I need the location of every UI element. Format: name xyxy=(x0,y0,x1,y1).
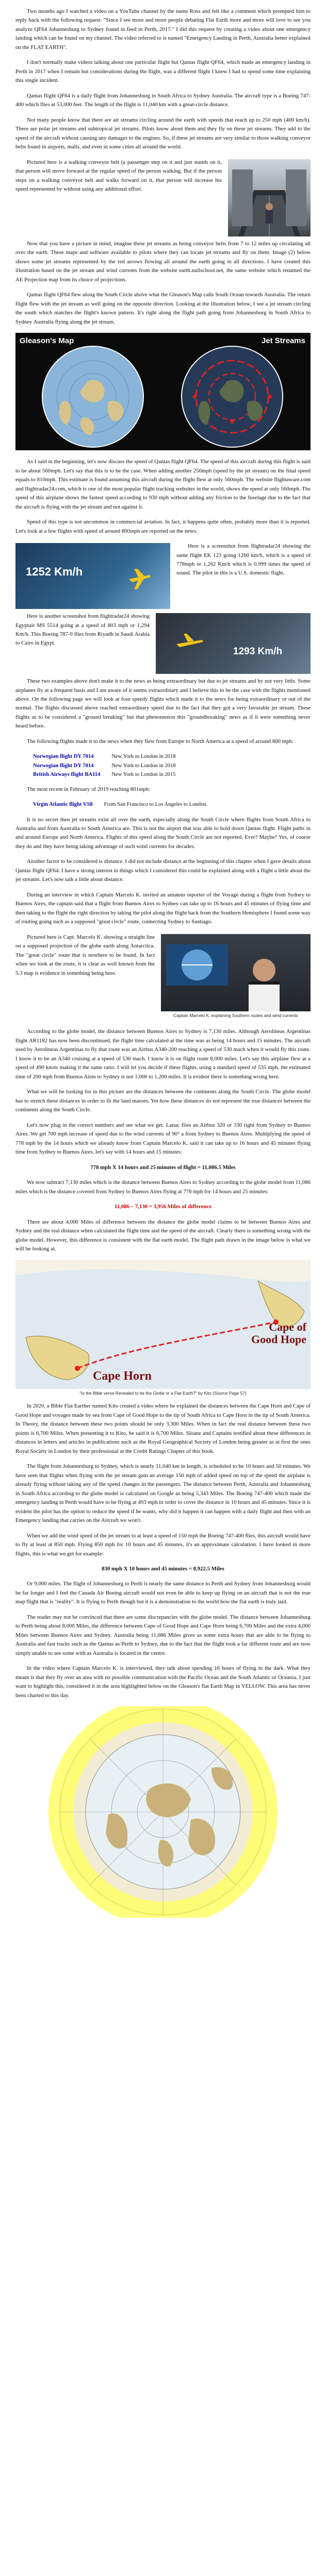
paragraph: There are about 4,000 Miles of difference between the distance the globe model claims to be between Buenos Aires and Sydney and the real distance when calculated the flight time and the speed of the aircraft. Clearly there is something wrong with the globe model. However, this difference is consistent with the flat earth model. The flight path drawn in the image below is what we will be looking at. xyxy=(15,1218,311,1252)
gleason-map-label: Gleason's Map xyxy=(20,336,74,346)
airplane-icon xyxy=(15,543,170,609)
gleason-map-highlight-svg xyxy=(15,1706,311,1918)
airplane-icon xyxy=(156,613,311,674)
jet-streams-label: Jet Streams xyxy=(261,336,305,346)
speed-readout: 1293 Km/h xyxy=(233,646,283,657)
paragraph: Now that you have a picture in mind, imagine these jet streams as being conveyor belts from 7 to 12 miles up circulating all over the earth. These maps and software available to pilots where they can locate jet streams and fly on them. Image (2) below shows some jet streams represented by the red arrows flowing all around the earth going in all directions. I have created this illustration based on the jet stream and wind currents from the website earth.nullschool.net, the same website which renamed the AE Projection map from its choice of projections. xyxy=(15,240,311,283)
gleason-jet-stream-figure xyxy=(15,333,311,450)
flight-route: From San Francisco to Los Angeles to London. xyxy=(104,802,208,808)
flight-route: New York to London in 2015 xyxy=(111,771,176,777)
paragraph: It is no secret then jet streams exist all over the earth, especially along the South Circle where flights from South Africa to Australia and from Australia to South America are. This is not the airport that was able to hold down Qantas flight. Flight paths in and around Europe and North America. Flights of this speed along the South Circle are not reported. Ever? Maybe? Yes, of course they do and they have being taking advantage of such wind currents for decades. xyxy=(15,816,311,850)
paragraph: Not many people know that there are air streams circling around the earth with speeds that reach up to 250 mph (400 km/h). There are polar jet streams and subtropical jet streams. Pilots know about them and they fly on these jet streams. They add to the speed of the aircraft without causing any damages to the engines. So, if these jet streams are very similar to those walking conveyor belts found in airports, malls, and even in some cities all around the world. xyxy=(15,116,311,150)
captain-photo-caption: Captain Marcelo K. explaining Southern routes and wind currents xyxy=(173,1012,298,1018)
paragraph: These two examples above don't make it to the news as being extraordinary but due to jet streams and by not very little. Some airplanes fly at a frequent basis and I am aware of it seems extraordinary and I believe this to be the case with the flights mentioned above. On the following page we will look at four speedy flights which made it to the news for being extraordinary or out of the normal. The flights discussed above reached extraordinary speed due to the fact that they got a very favorable jet stream. These flights as to be considered a "ground breaking" but that phenomenon this "groundbreaking" news as if it were something never heard before. xyxy=(15,678,311,730)
article xyxy=(15,0,311,1918)
paragraph: Here is another screenshot from flightradar24 showing Egyptair MS 5514 going at a speed of 803 mph or 1,294 Km/h. This Boeing 787-9 flies from Riyadh in Saudi Arabia to Cairo in Egypt. xyxy=(15,613,150,647)
list-item xyxy=(33,761,187,770)
conveyor-belt-illustration xyxy=(228,159,311,236)
cape-map-figure xyxy=(15,1260,311,1389)
flat-earth-maps xyxy=(15,333,311,450)
paragraph: According to the globe model, the distance between Buenos Aires to Sydney is 7,130 miles. Although Aerolineas Argentinas flight AR1182 has now been discontinued, the flight time calculated at the time was as being 14 hours and 15 minutes. The aircraft used by Aerolineas Argentinas to fly that route was an Airbus A340-200 reaching a speed of 530 mach when it would fly this route. I know it to be an A340 cruising at a speed of 530 mach. I know it is on flight route 8,000 miles. Let's say this airplane flew at a speed of 490 knots making it the same ratio. I will let you decide if these flights, using a standard speed of 535 mph, the estimated time of 200 mph from Buenos Aires to Sydney is not 1,000 to 1,200 miles. It is evident there is something wrong here. xyxy=(15,1028,311,1080)
flight-name: Norwegian flight DY 7014 xyxy=(33,762,94,769)
flight-route: New York to London in 2018 xyxy=(111,754,176,760)
captain-photo-block xyxy=(161,934,311,1025)
paragraph: I don't normally make videos talking about one particular flight but Qantas flight QF64, which made an emergency landing in Perth in 2017 when I remain but considerations during the flight, was a different flight I knew I had to spend some time explaining this single incident. xyxy=(15,59,311,84)
flight-name: Virgin Atlantic flight VS8 xyxy=(33,802,93,808)
calculation-1: 778 mph X 14 hours and 25 minutes of flight = 11,086.5 Miles xyxy=(90,1164,236,1171)
list-item xyxy=(33,770,187,779)
cape-horn-label: Cape Horn xyxy=(93,1369,152,1383)
paragraph: Or 9,000 miles. The flight of Johannesburg to Perth is nearly the same distance to Perth and Sydney from Johannesburg would be far longer and I feel the Canada Air Boeing aircraft would not even be able to keep up flying on an aircraft that is not the true map flight that is "reality". It is flying to Perth though but it is a demonstration to the world how the flat earth is truly laid. xyxy=(15,1581,311,1605)
paragraph: The reader may not be convinced that there are some discrepancies with the globe model. The distance between Johannesburg to Perth being about 8,000 Miles, the difference between Cape of Good Hope and Cape Horn being 6,700 Miles and the extra 4,000 Miles between Buenos Aires and Sydney. Australia being 11,086 Miles gives us some extra hours that are able to be flying to Australia and fast tracks such as the Qantas as Perth to Sydney, due to the fact that the flight took a far different route and are now simply unable to see some with as Australia is located in the centre. xyxy=(15,1614,311,1656)
flight-route: New York to London in 2018 xyxy=(111,762,176,769)
list-item xyxy=(33,752,187,761)
flightradar-screenshot-1 xyxy=(15,543,170,609)
paragraph: What we will be looking for in this picture are the distances between the continents along the South Circle. The globe model has to stretch these distances in order to fit the land masses. Yet how these distances do not represent the true distances between the continents along the South Circle. xyxy=(15,1089,311,1113)
flight-name: British Airways flight BA114 xyxy=(33,771,101,777)
gleason-map-highlight xyxy=(15,1706,311,1918)
list-item xyxy=(33,800,219,809)
paragraph: Pictured here is a walking conveyor belt (a passenger step on it and just stands on it, that person will move forward at the regular speed of the person walking. But if the person steps on a walking conveyor belt and walks forward on it, that person will increase his speed represented by without using any additional effort. xyxy=(15,159,222,193)
flight-name: Norwegian flight DY 7014 xyxy=(33,754,94,760)
paragraph: When we add the wind speed of the jet stream to at least a speed of 150 mph the Boeing 747-400 flies, this aircraft would have to fly at least at 850 mph. Flying 850 mph for 10 hours and 45 minutes, it's an approximate calculation. I have looked in more flights, this is what we get for example: xyxy=(15,1532,311,1557)
paragraph: In 2020, a Bible Flat Earther named Kito created a video where he explained the distances between the Cape Horn and Cape of Good Hope and voyages made by sea from Cape of Good Hope to the tip of South Africa to Cape Horn in the tip of South America. In Theory, the distance between these two points should be only 3,300 Miles. When in fact the real distance between these two points is 6,700 Miles. When presenting it to Kito, he said it is 6,700 Miles. Sloane and Captains testified about these differences in distances in letters and articles in publications such as the Royal Geographical Society of London being greater as at first the ones Royal Society in London by their professional at the Credit Ratings Chapter of this book. xyxy=(15,1403,311,1454)
paragraph: Qantas flight QF64 flew along the South Circle above what the Gleason's Map calls South Ocean towards Australia. The return flight flew with the jet stream as well going on the opposite direction. Looking at the illustration below, I see a jet stream circling the south which matches the flight's known pattern. It's right along the flight path going from Johannesburg in South Africa to Sydney Australia flying along the jet stream. xyxy=(15,292,311,325)
paragraph: As I said in the beginning, let's now discuss the speed of Qantas flight QF64. The speed of this aircraft during this flight is said to be about 560mph. Let's say that this is to be the case. When adding another 250mph (speed by the jet stream) on the final speed equals to 810mph. This estimate is found assuming this aircraft during the flight flew at only 560mph. The website flightaware.com and flightradar24.com, which is one of the most popular flight tracking websites in the world, shows the speed at only 560mph. The speed of this airplane shows the fastest speed according to 930 mph without adding any friction to the fuselage due to the fact that the aircraft is flying with the jet stream and not against it. xyxy=(15,459,311,510)
paragraph: Qantas flight QF64 is a daily flight from Johannesburg in South Africa to Sydney Australia. The aircraft type is a Boeing 747-400 which flies at 53,000 feet. The length of the flight is 11,040 km with a great-circle distance. xyxy=(15,92,311,108)
captain-photo xyxy=(161,934,311,1011)
flightradar-screenshot-2 xyxy=(156,613,311,674)
paragraph: The flight from Johannesburg to Sydney, which is nearly 11,040 km in length, is scheduled to be 10 hours and 50 minutes. We have seen that flights when flying with the jet stream gain an average 150 mph of added speed on top of the speed the airplane is already flying without taking any of the speed changes in the passengers. The distance between Perth, Australia and Johannesburg in South Africa according to the globe model is calculated on Google as being 5,343 Miles. The Boeing 747-400 which made the emergency landing in Perth would have to be flying at 493 mph in order to cover the distance in 10 hours and 45 minutes. Since it is evident the pilot has the option to reduce the speed if he wants, why did it happen it can happen with a daily flight and then with an Emergency landing that carries on the Aircraft we won't. xyxy=(15,1463,311,1524)
paragraph: Two months ago I watched a video on a YouTube channel by the name Ross and felt like a comment which prompted him to reply back with the following request: "Since I see more and more people debating Flat Earth more and more will love to see you analyze QF64 Johannesburg to Sydney found in feed in Perth, 2017." I did this request by creating a video about one emergency landing which can be found on my channel. The video referred to is named "Emergency Landing in Perth, Australia better explained on the FLAT EARTH". xyxy=(15,8,311,50)
paragraph: The most recent in February of 2019 reaching 801mph: xyxy=(27,786,151,792)
paragraph: Let's now plug in the correct numbers and see what we get. Lanac flies an Airbus 320 or 330 right from Sydney to Buenos Aires. We get 700 mph increase of speed due to the wind currents of 90° a from Sydney to Buenos Aires. Multiplying the speed of 778 mph by the 14 hours which we already know from Captain Marcelo K. said it can take up to 16 hours and 45 minutes flying time from Sydney to Buenos Aires, let's say with 14 hours and 15 minutes: xyxy=(15,1122,311,1156)
paragraph: Pictured here is Capt. Marcelo K. showing a straight line on a supposed projection of the globe earth along Antarctica. The "great circle" route that is nowhere to be found. In fact when we look at the route, it is clear as well known from the 5.3 map is evidence in something being here. xyxy=(15,934,155,976)
paragraph: Speed of this type is not uncommon in commercial aviation. In fact, it happens quite often, probably more than it is reported. Let's look at a few flights with speed of around 800mph are reported on the news. xyxy=(15,519,311,534)
paragraph: The following flights made it to the news when they flew from Europe to North America at a speed of around 800 mph: xyxy=(27,738,294,744)
calculation-3: 830 mph X 10 hours and 45 minutes = 8,922.5 Miles xyxy=(102,1565,224,1572)
paragraph: Another factor to be considered is distance. I did not include distance at the beginning of this chapter when I gave details about Qantas flight QF64. I have a strong interest in things which I considered this could be explained along with a flight a little about the jet streams. Let's now talk a little about distance. xyxy=(15,858,311,883)
paragraph: We now subtract 7,130 miles which is the distance between Buenos Aires to Sydney according to the globe model from 11,086 miles which is the distance covered from Sydney to Buenos Aires flying at 778 mph for 14 hours and 25 minutes: xyxy=(15,1179,311,1195)
cape-good-hope-label: Cape of Good Hope xyxy=(251,1320,306,1346)
paragraph: Here is a screenshot from flightradar24 showing the same flight EK 123 going 1260 km/h, which is a speed of 778mph or 1,262 Km/h which is 0.999 times the speed of sound. The pilot in this is a U.S. domestic flight. xyxy=(176,543,311,577)
paragraph: In the video where Captain Marcelo K. is interviewed, they talk about spending 16 hours of flying in the dark. What they meant is that they fly over an area with no possible communication with the Pacific Ocean and the South Atlantic or Oceania. I just want to highlight this, considered it in the area highlighted below on the Gleason's flat Earth Map in YELLOW. This area has never been charted to this day. xyxy=(15,1665,311,1699)
flight-list-virgin xyxy=(33,800,219,809)
calculation-2: 11,086 – 7,130 = 3,956 Miles of difference xyxy=(114,1204,212,1210)
map-caption: "Is the Bible verse Revealed to be the Globe or a Flat Earth?" by Kito (Source Page 57) xyxy=(79,1390,247,1396)
conveyor-belt-photo xyxy=(228,159,311,236)
flight-list xyxy=(33,752,187,778)
speed-readout: 1252 Km/h xyxy=(26,565,83,579)
paragraph: During an interview in which Captain Marcelo K. invited an amateur reporter of the Voyage during a flight from Sydney to Buenos Aires, the captain said that a flight from Buenos Aires to Sydney can take up to 16 hours and 45 minutes of flying time and then taking to the flight the right direction by taking the pilot along the flight back from the Southern Hemisphere I found some way of routing going such as a supposed "great circle" route, connecting Sydney to Santiago. xyxy=(15,891,311,925)
cockpit-illustration xyxy=(161,934,311,1011)
